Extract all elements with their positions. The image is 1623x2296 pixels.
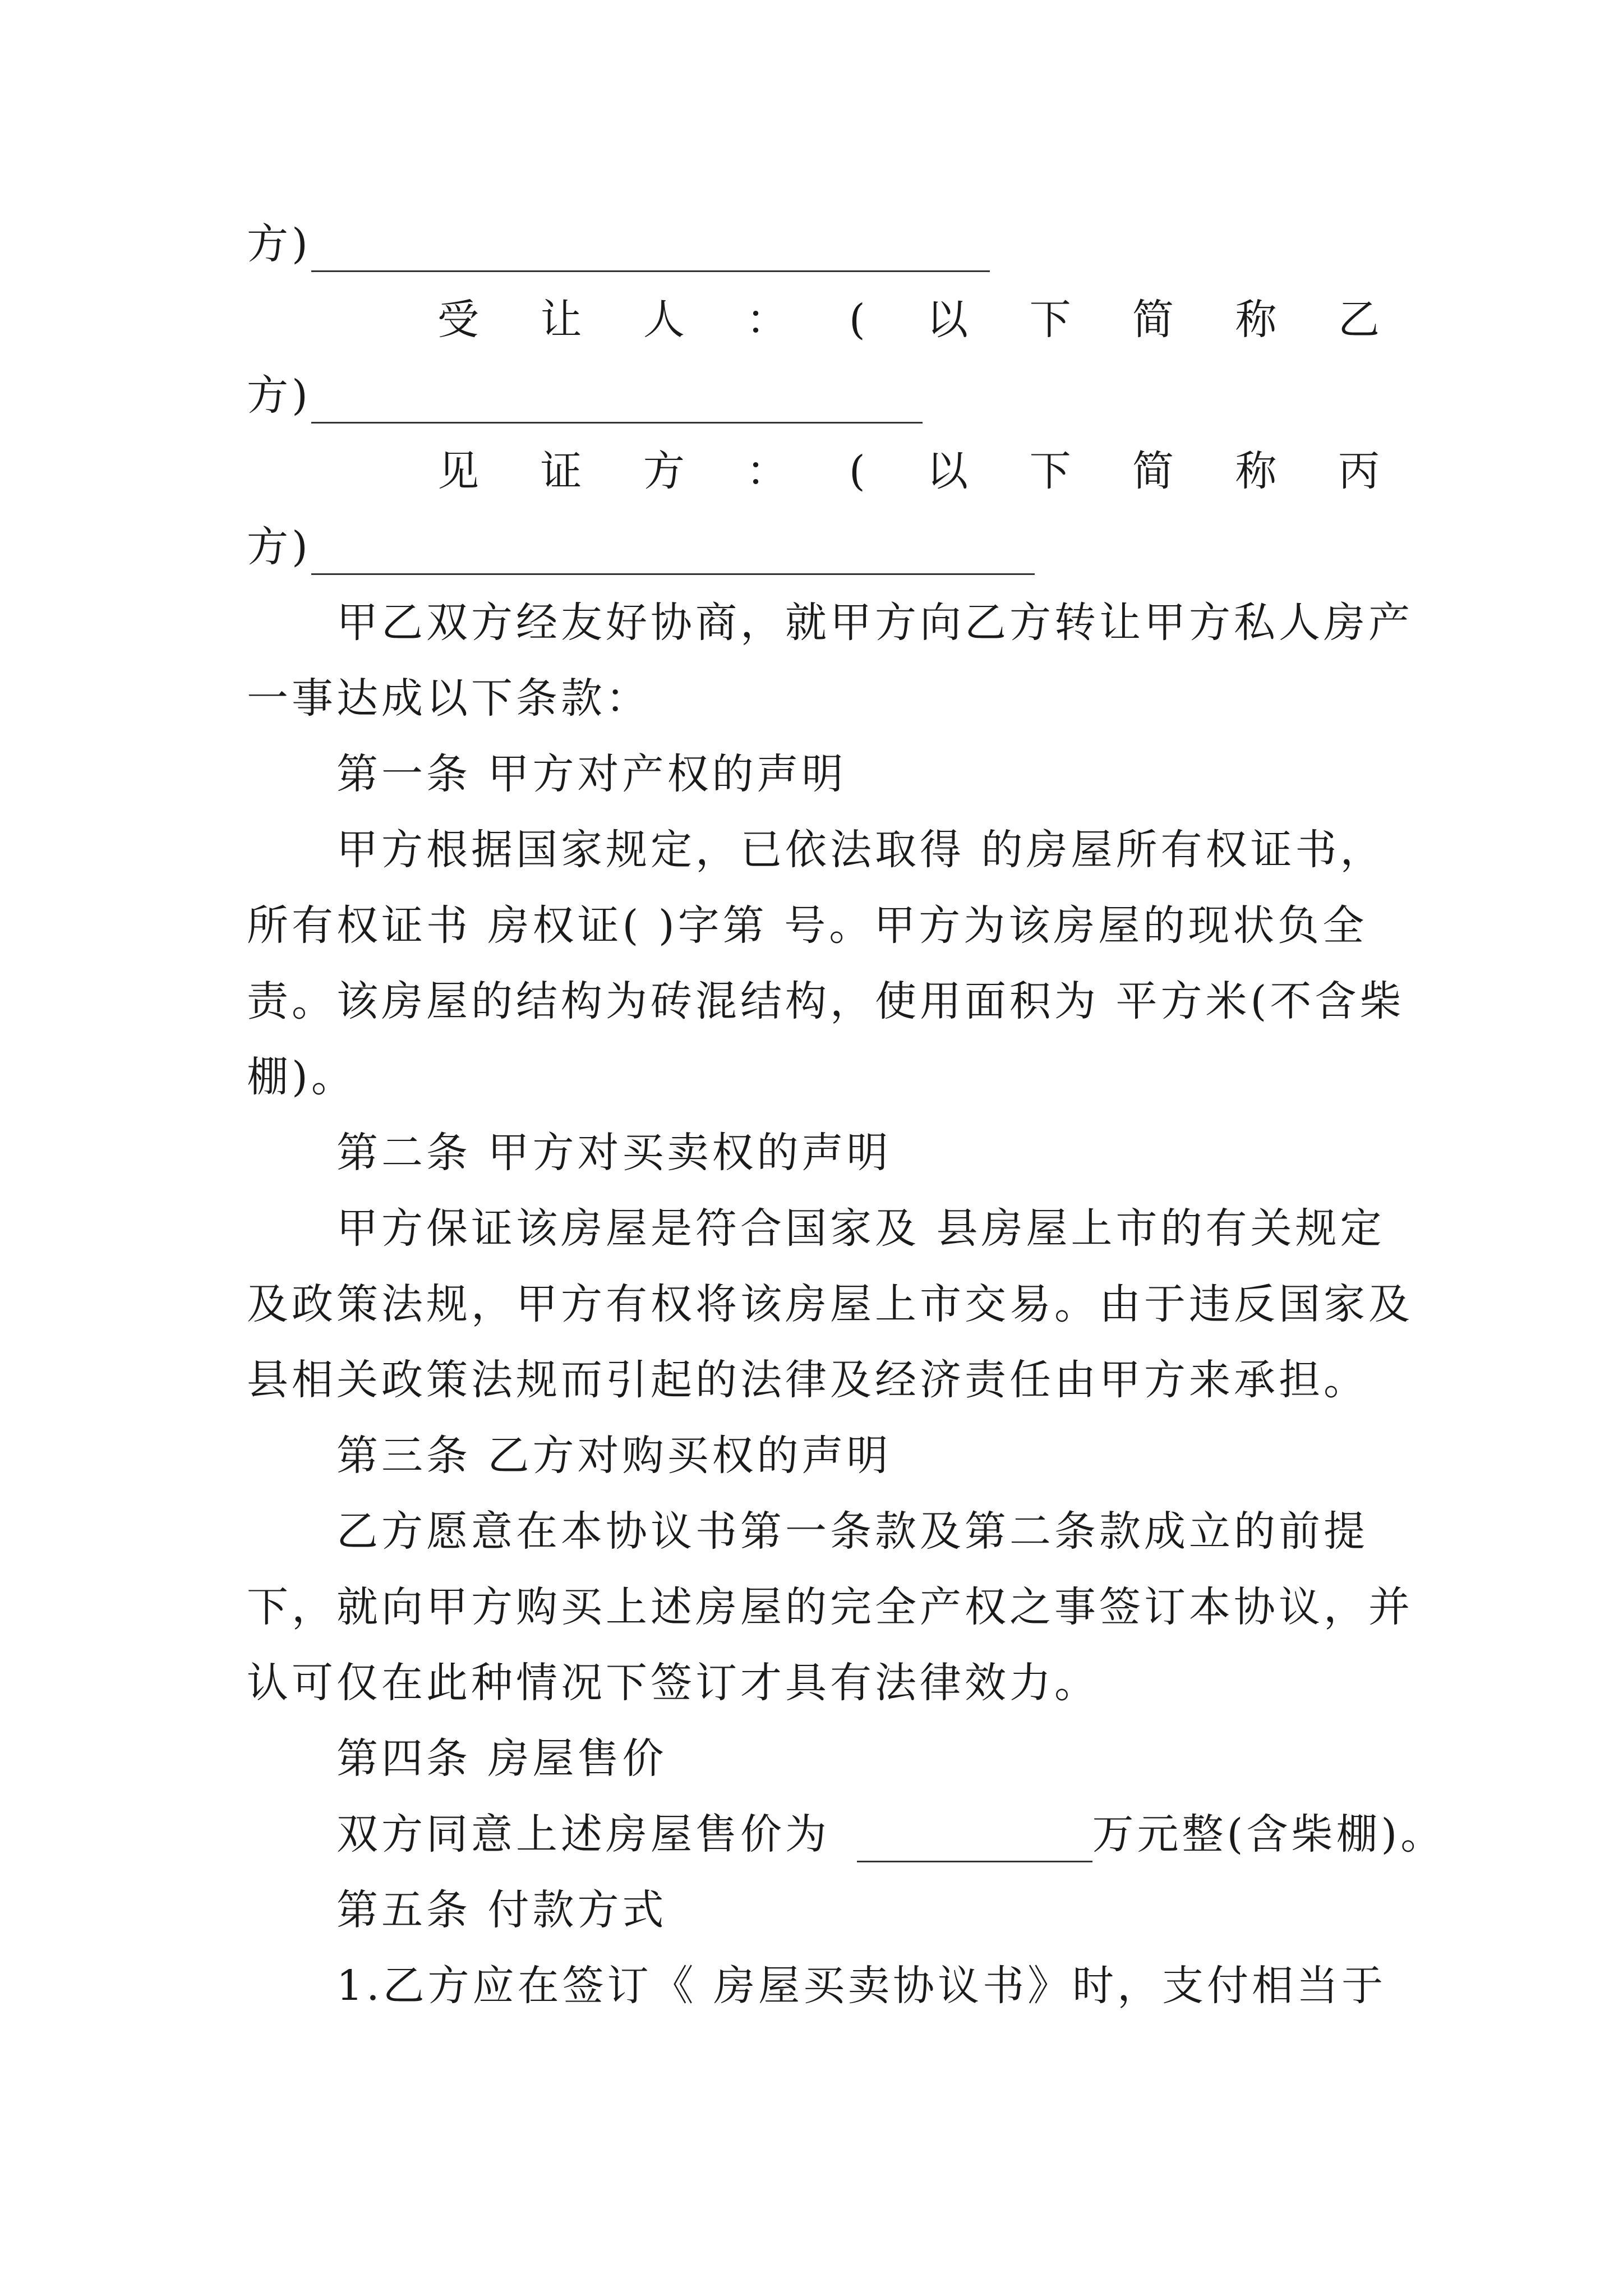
char: 丙 — [1338, 447, 1380, 495]
price-text: 双方同意上述房屋售价为 — [336, 1810, 830, 1858]
char: 见 — [437, 447, 479, 495]
article-heading: 第五条 付款方式 — [336, 1886, 667, 1934]
fill-blank — [311, 383, 923, 424]
transferor-line — [247, 216, 990, 272]
transferee-line — [247, 367, 923, 424]
article-heading: 第三条 乙方对购买权的声明 — [336, 1432, 892, 1480]
paragraph-line: 所有权证书 房权证( )字第 号。甲方为该房屋的现状负全 — [247, 901, 1368, 950]
witness-heading — [437, 443, 1380, 499]
char: ( — [849, 447, 865, 495]
paragraph-line: 甲方保证该房屋是符合国家及 县房屋上市的有关规定 — [336, 1204, 1385, 1253]
paragraph-line: 认可仅在此种情况下签订才具有法律效力。 — [247, 1659, 1099, 1707]
paragraph-line: 责。该房屋的结构为砖混结构，使用面积为 平方米(不含柴 — [247, 977, 1405, 1025]
fill-blank — [311, 534, 1035, 575]
char: ： — [746, 296, 788, 344]
paragraph-line: 及政策法规，甲方有权将该房屋上市交易。由于违反国家及 — [247, 1280, 1413, 1328]
price-blank — [857, 1821, 1092, 1862]
char: ： — [746, 447, 788, 495]
char: 下 — [1029, 447, 1071, 495]
char: 称 — [1235, 296, 1277, 344]
char: 简 — [1132, 296, 1174, 344]
char: 方 — [643, 447, 685, 495]
char: 以 — [926, 296, 969, 344]
paragraph-line: 棚)。 — [247, 1053, 356, 1101]
char: 证 — [540, 447, 582, 495]
party-label-tail: 方) — [247, 220, 311, 268]
char: 受 — [437, 296, 479, 344]
witness-line — [247, 519, 1035, 575]
char: 人 — [643, 296, 685, 344]
paragraph-line: 1.乙方应在签订《 房屋买卖协议书》时，支付相当于 — [336, 1962, 1387, 2010]
article-heading: 第四条 房屋售价 — [336, 1734, 667, 1783]
char: ( — [849, 296, 865, 344]
paragraph-line: 甲乙双方经友好协商，就甲方向乙方转让甲方私人房产 — [336, 599, 1413, 647]
paragraph-line: 甲方根据国家规定，已依法取得 的房屋所有权证书， — [336, 826, 1385, 874]
party-label-tail: 方) — [247, 523, 311, 571]
char: 称 — [1235, 447, 1277, 495]
char: 下 — [1029, 296, 1071, 344]
fill-blank — [311, 231, 990, 272]
transferee-heading — [437, 292, 1380, 348]
paragraph-line: 乙方愿意在本协议书第一条款及第二条款成立的前提 — [336, 1507, 1368, 1556]
paragraph-line: 一事达成以下条款： — [247, 674, 651, 723]
char: 以 — [926, 447, 969, 495]
party-label-tail: 方) — [247, 371, 311, 420]
paragraph-line: 县相关政策法规而引起的法律及经济责任由甲方来承担。 — [247, 1356, 1368, 1404]
price-line — [336, 1806, 1445, 1862]
paragraph-line: 下，就向甲方购买上述房屋的完全产权之事签订本协议，并 — [247, 1583, 1413, 1631]
price-unit: 万元整(含柴棚)。 — [1092, 1810, 1446, 1858]
article-heading: 第二条 甲方对买卖权的声明 — [336, 1129, 892, 1177]
char: 简 — [1132, 447, 1174, 495]
char: 让 — [540, 296, 582, 344]
article-heading: 第一条 甲方对产权的声明 — [336, 750, 847, 798]
char: 乙 — [1338, 296, 1380, 344]
